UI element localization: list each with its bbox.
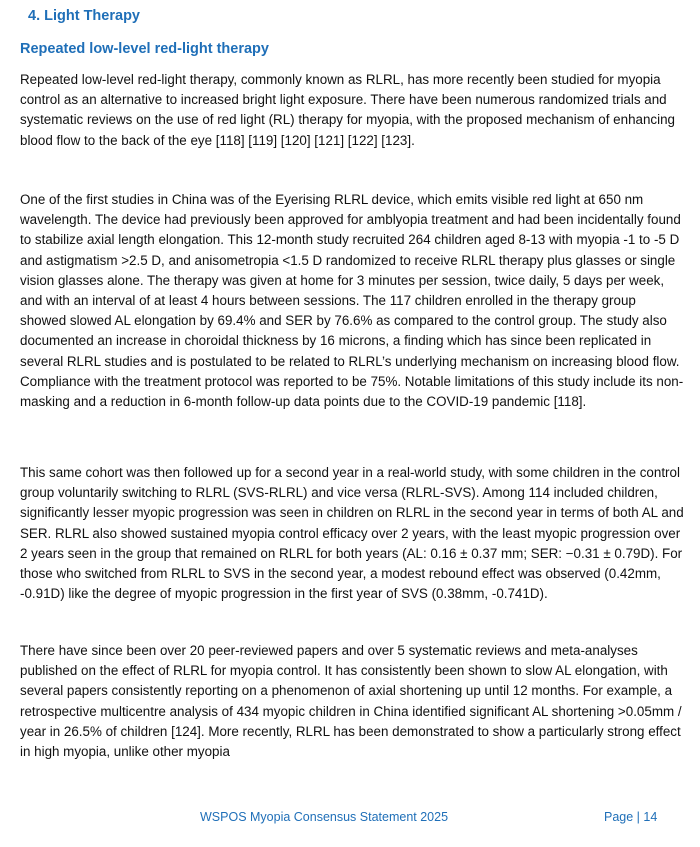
paragraph-intro: Repeated low-level red-light therapy, commonly known as RLRL, has more recently been studied for myopia control as an alternative to increased bright light exposure. There have been numerous randomized trials and systematic reviews on the use of red light (RL) therapy for myopia, with the proposed mechanism of enhancing blood flow to the back of the eye [118] [119] [120] [121] [122] [123]. xyxy=(20,72,675,148)
paragraph-eyerising-study: One of the first studies in China was of the Eyerising RLRL device, which emits visible red light at 650 nm wavelength. The device had previously been approved for amblyopia treatment and had been incidentally found to stabilize axial length elongation. This 12-month study recruited 264 children aged 8-13 with myopia -1 to -5 D and astigmatism >2.5 D, and anisometropia <1.5 D randomized to receive RLRL therapy plus glasses or single vision glasses alone. The therapy was given at home for 3 minutes per session, twice daily, 5 days per week, and with an interval of at least 4 hours between sessions. The 117 children enrolled in the therapy group showed slowed AL elongation by 69.4% and SER by 76.6% as compared to the control group. The study also documented an increase in choroidal thickness by 16 microns, a finding which has since been replicated in several RLRL studies and is postulated to be related to RLRL’s underlying mechanism on increasing blood flow. Compliance with the treatment protocol was reported to be 75%. Notable limitations of this study include its non-masking and a reduction in 6-month follow-up data points due to the COVID-19 pandemic [118]. xyxy=(20,192,684,410)
footer-title: WSPOS Myopia Consensus Statement 2025 xyxy=(200,810,449,824)
footer-page-number: Page | 14 xyxy=(604,810,658,824)
paragraph-reviews: There have since been over 20 peer-reviewed papers and over 5 systematic reviews and meta-analyses published on the effect of RLRL for myopia control. It has consistently been shown to slow AL elongation, with several papers consistently reporting on a phenomenon of axial shortening up until 12 months. For example, a retrospective multicentre analysis of 434 myopic children in China identified significant AL shortening >0.05mm / year in 26.5% of children [124]. More recently, RLRL has been demonstrated to show a particularly strong effect in high myopia, unlike other myopia xyxy=(20,643,682,760)
paragraph-followup-study: This same cohort was then followed up for a second year in a real-world study, with some children in the control group voluntarily switching to RLRL (SVS-RLRL) and vice versa (RLRL-SVS). Among 114 included children, significantly lesser myopic progression was seen in children on RLRL in the second year in terms of both AL and SER. RLRL also showed sustained myopia control efficacy over 2 years, with the least myopic progression over 2 years seen in the group that remained on RLRL for both years (AL: 0.16 ± 0.37 mm; SER: −0.31 ± 0.79D). For those who switched from RLRL to SVS in the second year, a modest rebound effect was observed (0.42mm, -0.91D) like the degree of myopic progression in the first year of SVS (0.38mm, -0.741D). xyxy=(20,465,684,602)
subsection-heading: Repeated low-level red-light therapy xyxy=(20,41,269,57)
section-heading: 4. Light Therapy xyxy=(28,8,140,24)
